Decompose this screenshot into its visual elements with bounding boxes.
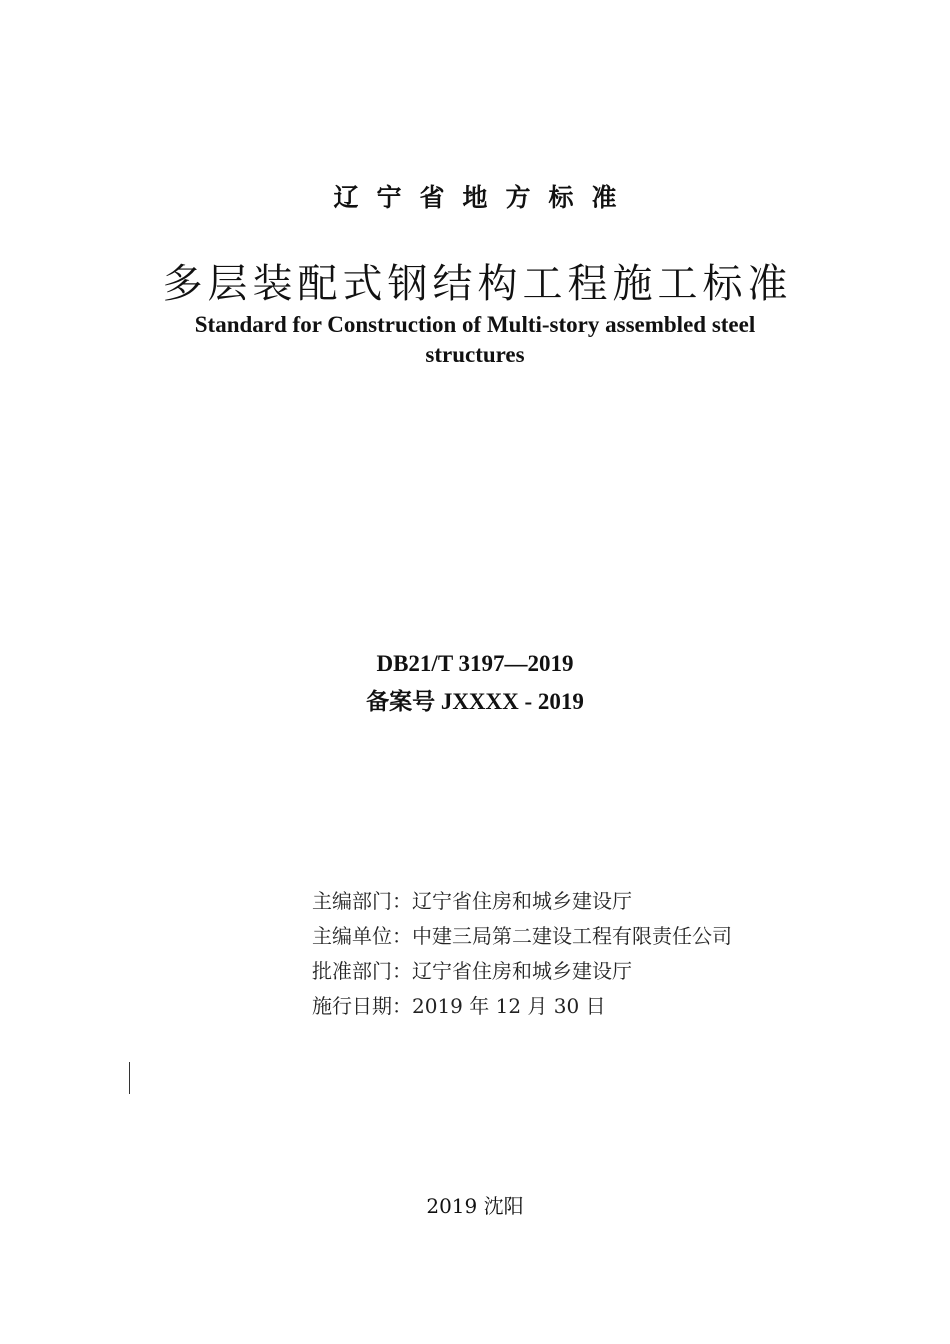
info-row-approval-department [312, 954, 912, 989]
info-label: 施行日期： [312, 994, 412, 1018]
info-value: 中建三局第二建设工程有限责任公司 [412, 924, 732, 948]
info-label: 主编单位： [312, 924, 412, 948]
info-label: 主编部门： [312, 889, 412, 913]
info-row-editor-department [312, 884, 912, 919]
info-row-effective-date [312, 989, 912, 1024]
record-number-line [0, 686, 950, 718]
standard-number: DB21/T 3197—2019 [376, 651, 574, 676]
english-title-line-1: Standard for Construction of Multi-story assembled steel [194, 312, 756, 337]
footer-place-year: 2019 沈阳 [426, 1194, 524, 1218]
issuer-title: 辽宁省地方标准 [333, 183, 635, 212]
info-label: 批准部门： [312, 959, 412, 983]
info-value: 2019 年 12 月 30 日 [412, 994, 606, 1018]
margin-mark [129, 1062, 130, 1094]
info-value: 辽宁省住房和城乡建设厅 [412, 959, 632, 983]
publication-info [312, 884, 912, 1024]
document-title-english [150, 310, 800, 370]
english-title-line-2: structures [425, 342, 525, 367]
document-title-chinese: 多层装配式钢结构工程施工标准 [162, 261, 793, 307]
info-row-editor-unit [312, 919, 912, 954]
record-number: JXXXX - 2019 [440, 689, 584, 714]
info-value: 辽宁省住房和城乡建设厅 [412, 889, 632, 913]
record-label: 备案号 [366, 689, 436, 715]
